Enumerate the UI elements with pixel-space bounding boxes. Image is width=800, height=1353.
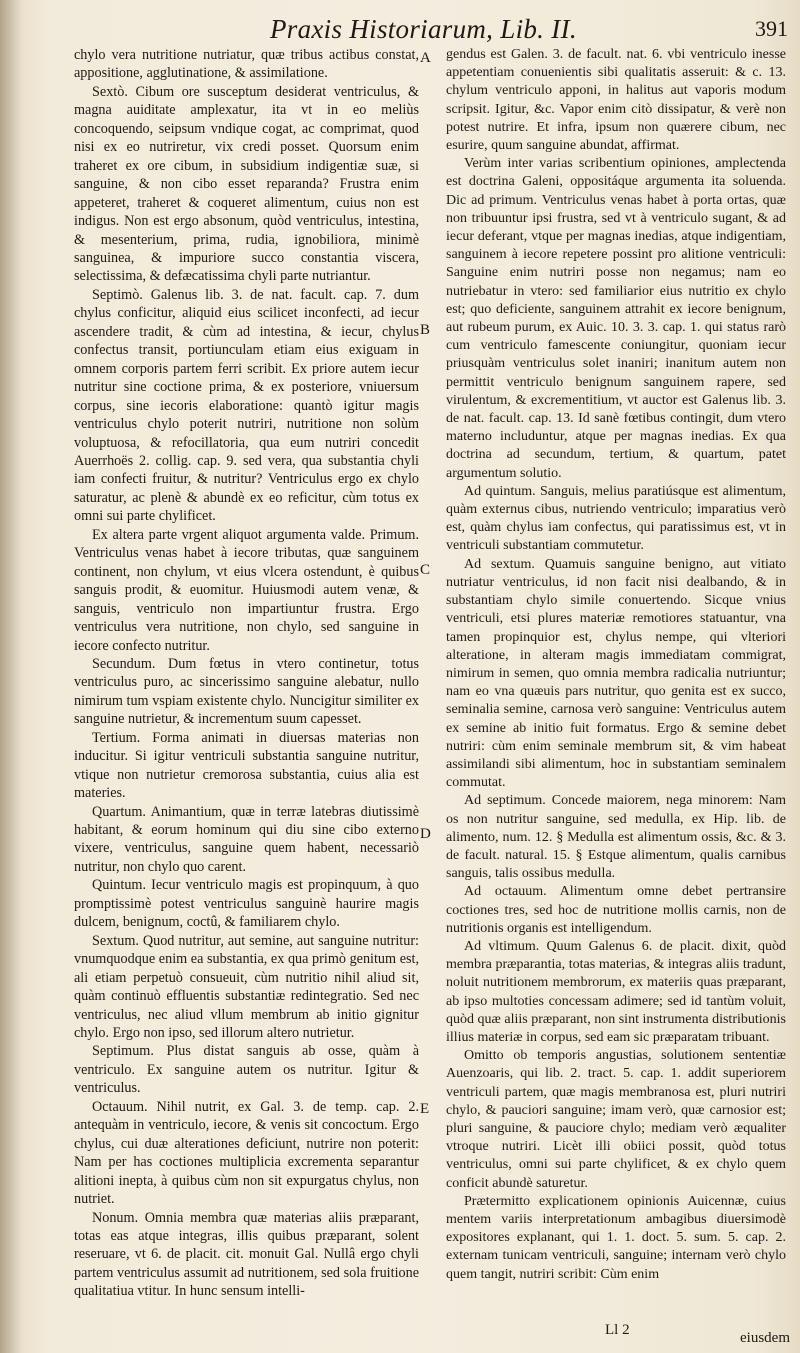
paragraph: gendus est Galen. 3. de facult. nat. 6. vbi ventriculo inesse appetentiam conuenientis sibi qualitatis asseruit: & c. 13. chylum ventriculo apponi, in halitus aut vaporis modum scripsit. Igitur, &c. Vapor enim citò dissipatur, & verè non potest nutrire. Et infra, ipsum non quærere cibum, nec esurire, quum sanguine abundat, affirmat. [446,47,786,154]
page-header [0,10,800,44]
paragraph: Tertium. Forma animati in diuersas materias non inducitur. Si igitur ventriculi substantia sanguine nutritur, vtique non nutrietur cremorosa substantia, cuius alia est materies. [74,729,419,802]
paragraph: Ex altera parte vrgent aliquot argumenta valde. Primum. Ventriculus venas habet à iecore tributas, quæ sanguinem continent, non chylum, vt eius vlcera ostendunt, è quibus sanguis prodit, & euomitur. Huiusmodi autem venæ, & sanguis, ventriculo non impartiuntur frustra. Ergo ventriculus vera nutritione, non chylo, sed sanguine in iecore confecto nutritur. [74,526,419,654]
signature-mark: Ll 2 [605,1322,630,1338]
paragraph: Quartum. Animantium, quæ in terræ latebras diutissimè habitant, & eorum hominum qui diu sine cibo externo vixere, ventriculus, sanguine quem habent, necessariò nutritur, non chylo quo carent. [74,803,419,875]
paragraph: Secundum. Dum fœtus in vtero continetur, totus ventriculus puro, ac sincerissimo sanguine alebatur, nullo nimirum tum vspiam existente chylo. Nuncigitur similiter ex sanguine nutrietur, & incrementum suum capesset. [74,655,419,728]
paragraph: Ad octauum. Alimentum omne debet pertransire coctiones tres, sed hoc de nutritione mollis carnis, non de nutritionis organis est intelligendum. [446,884,786,936]
paragraph: Quintum. Iecur ventriculo magis est propinquum, à quo promptissimè potest ventriculus sanguinè haurire magis dulcem, benignum, coctû, & familiarem chylo. [74,877,419,931]
paragraph: Octauum. Nihil nutrit, ex Gal. 3. de temp. cap. 2. antequàm in ventriculo, iecore, & venis sit concoctum. Ergo chylus, cui duæ alterationes deficiunt, nutrire non poterit: Nam per has coctiones multiplicia excrementa separantur alitioni inepta, à quibus cùm non sit expurgatus chylus, non nutriet. [74,1098,419,1208]
paragraph: Nonum. Omnia membra quæ materias aliis præparant, totas eas atque integras, illis quibus præparant, solent reseruare, vt 6. de placit. cit. monuit Gal. Nullâ ergo chyli partem ventriculus assumit ad nutritionem, sed sola fruitione qualitatiua vtitur. In hunc sensum intelli- [74,1209,419,1300]
margin-letter-a: A [420,50,431,66]
margin-letter-c: C [420,562,431,578]
left-column [74,46,419,1301]
paragraph: Sextò. Cibum ore susceptum desiderat ventriculus, & magna auiditate amplexatur, ita vt in eo meliùs concoquendo, seipsum vndique cogat, ac comprimat, quod nisi ex eo nutriretur, vix credi posset. Quorsum enim traheret ex ore cibum, in subsidium indigentiæ suæ, si sanguine, & non cibo esset reparanda? Frustra enim appeteret, traheret & coqueret alimentum, cuius non est indigus. Non est ergo absonum, quòd ventriculus, intestina, & mesenterium, prima, rudia, ignobiliora, minimè sanguinea, & impuriore succo constantia viscera, selectissima, & defæcatissima chyli parte nutriantur. [74,83,419,285]
paragraph: Prætermitto explicationem opinionis Auicennæ, cuius mentem variis interpretationum ambagibus diuersimodè expositores explanant, qui 1. 1. doct. 5. sum. 5. cap. 2. externam tunicam ventriculi, sanguine; internam verò chylo quem tangit, nutriri scribit: Cùm enim [446,1193,786,1282]
margin-letter-d: D [420,826,431,842]
paragraph: chylo vera nutritione nutriatur, quæ tribus actibus constat, appositione, agglutinatione, & assimilatione. [74,47,419,82]
margin-letter-b: B [420,322,431,338]
paragraph: Ad quintum. Sanguis, melius paratiúsque est alimentum, quàm externus cibus, nutriendo ventriculo; imparatius verò est, quàm chylus iam confectus, qui paratissimus est, vt in ventriculi substantiam commutetur. [446,483,786,554]
page-footer [0,1318,800,1348]
running-title: Praxis Historiarum, Lib. II. [270,14,577,44]
binding-shadow [0,0,22,1353]
paragraph: Ad vltimum. Quum Galenus 6. de placit. dixit, quòd membra præparantia, totas materias, & integras aliis tradunt, noluit nutritionem membrorum, ex materiis quas præparant, ab ipso multoties concessam adimere; sed id tantùm voluit, quòd quæ aliis præparant, non sint instrumenta distributionis illius materiæ in corpus, sed eam sic præparatam tribuant. [446,938,786,1045]
paragraph: Ad sextum. Quamuis sanguine benigno, aut vitiato nutriatur ventriculus, id non facit nisi dealbando, & in substantiam chylo simile conuertendo. Sicque vnius ventriculi, etsi plures materiæ remotiores statuantur, vna tamen propinquior est, chylus nempe, qui vlteriori alteratione, in alteram magis immediatam commigrat, nimirum in semen, quo omnia membra radicalia nutriuntur; nam eo vna quæuis pars nutritur, quo genita est ex succo, seminalia semine, carnosa verò sanguine: Ventriculus autem ex semine ab initio fuit formatus. Ergo & semine debet nutriri: cùm enim seminale membrum sit, & vim habeat assimilandi sibi alimentum, hoc in substantiam seminalem commutat. [446,556,786,791]
paragraph: Omitto ob temporis angustias, solutionem sententiæ Auenzoaris, qui lib. 2. tract. 5. cap. 1. addit superiorem ventriculi partem, quæ magis membranosa est, pluri nutriri chylo, & pauciori sanguine; imam verò, quæ carnosior est; pluri sanguine, & pauciore chylo; mediam verò æqualiter vtroque nutriri. Licèt illi obiici possit, quòd totus ventriculus, omni sui parte chylificet, & ex chylo quem conficit abundè saturetur. [446,1048,786,1191]
margin-letter-e: E [420,1101,430,1117]
paragraph: Septimum. Plus distat sanguis ab osse, quàm à ventriculo. Ex sanguine autem os nutritur. Igitur & ventriculus. [74,1043,419,1097]
right-column [446,46,786,1284]
paragraph: Sextum. Quod nutritur, aut semine, aut sanguine nutritur: vnumquodque enim ea substantia, ex qua primò genitum est, ali etiam perpetuò consueuit, cùm nutritio nihil aliud sit, quàm continuò effluentis substantiæ redintegratio. Sed nec ventriculus, nec aliud vllum membrum ab initio gignitur chylo. Ergo non ipso, sed illorum altero nutrietur. [74,932,419,1042]
paragraph: Septimò. Galenus lib. 3. de nat. facult. cap. 7. dum chylus conficitur, aliquid eius scilicet inconfecti, ad iecur ascendere tradit, & cùm ad intestina, & iecur, chylus confectus transit, portiunculam etiam eius exiguam in omnem corporis partem ferri scribit. Ex priore autem iecur nutritur sine coctione prima, & ex posteriore, vniuersum corpus, sine iecoris elaboratione: quantò igitur magis ventriculus chylo poterit nutriri, nutritione non solùm voluptuosa, & refocillatoria, qua eum nutriri concedit Auerrhoës 2. collig. cap. 9. sed vera, qua substantia chyli iam confecti fruitur, & nutritur? Ventriculus ergo ex chylo saturatur, ac plenè & abundè ex eo reficitur, cùm totus ex omni sui parte chylificet. [74,286,419,525]
catchword: eiusdem [740,1330,790,1346]
paragraph: Verùm inter varias scribentium opiniones, amplectenda est doctrina Galeni, oppositáque argumenta ita soluenda. Dic ad primum. Ventriculus venas habet à porta ortas, quæ non tribuuntur ipsi frustra, sed vt à ventriculo sugant, & ad iecur deferant, vtque per magnas inedias, atque indigentiam, sanguinem à iecore repetere possint pro alitione ventriculi: Sanguine enim nutriri posse non negamus; nam eo nutriebatur in vtero: sed familiarior eius nutritio ex chylo est; quo deficiente, sanguinem attrahit ex iecore benignum, aut rubeum purum, ex Auic. 10. 3. 3. cap. 1. qui status rarò cum ventriculo famescente coniungitur, quoniam iecur priusquàm ventriculus solet inaniri; inanitum autem non permittit ventriculo benignum sanguinem rapere, sed virulentum, & excrementitium, vt auctor est Galenus lib. 3. de nat. facult. cap. 13. Id sanè fœtibus contingit, dum vtero materno includuntur, atque per magnas inedias. Ex qua doctrina ad secundum, tertium, & quartum, patet argumentum solutio. [446,156,786,481]
paragraph: Ad septimum. Concede maiorem, nega minorem: Nam os non nutritur sanguine, sed medulla, ex Hip. lib. de alimento, num. 12. § Medulla est alimentum ossis, &c. & 3. de facult. natural. 15. § Estque alimentum, qualis carnibus sanguis, talis ossibus medulla. [446,793,786,882]
page-number: 391 [755,16,788,41]
